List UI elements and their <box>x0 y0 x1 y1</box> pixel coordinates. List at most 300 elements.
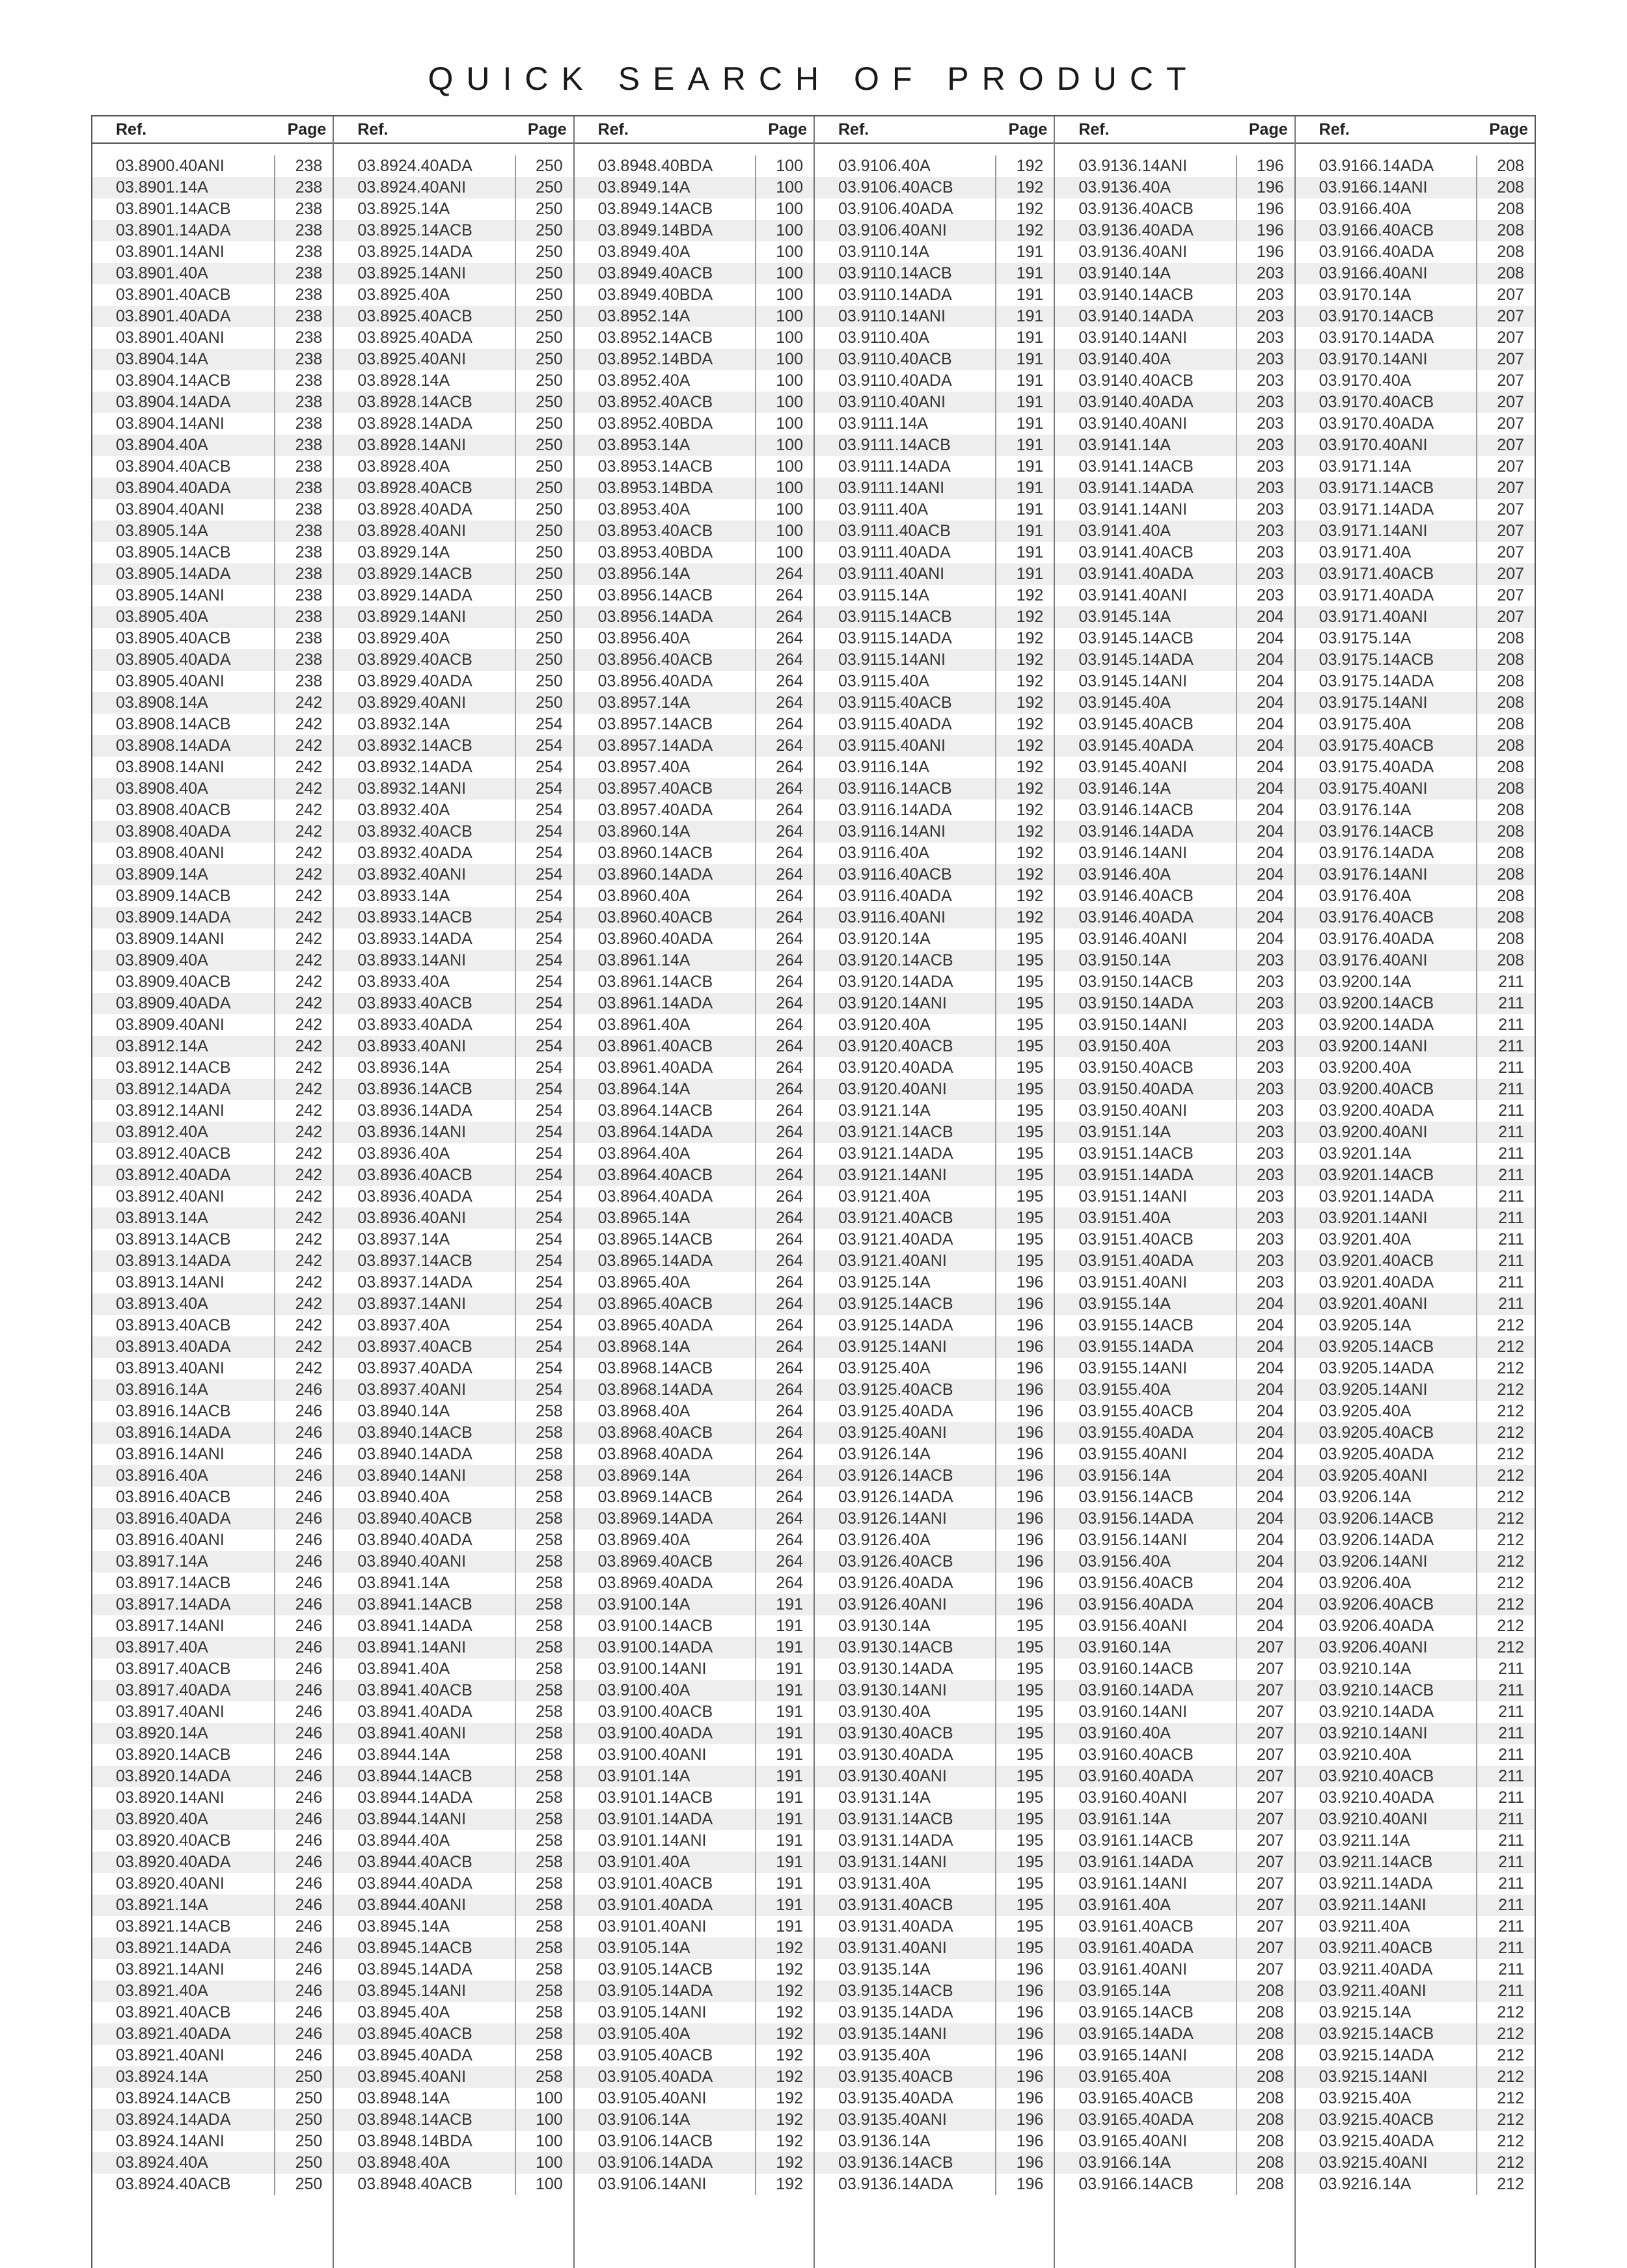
page-cell: 191 <box>995 306 1054 327</box>
table-row <box>575 757 814 778</box>
table-row <box>815 1122 1054 1143</box>
ref-cell: 03.8944.40A <box>357 1831 450 1850</box>
page-cell: 191 <box>995 520 1054 542</box>
ref-cell: 03.9160.14ANI <box>1078 1703 1188 1721</box>
table-row <box>575 2088 814 2109</box>
page-cell: 192 <box>755 1937 814 1959</box>
page-cell: 238 <box>274 370 333 392</box>
page-cell: 250 <box>515 649 573 671</box>
page-cell: 254 <box>515 1272 573 1293</box>
ref-cell: 03.8937.40ANI <box>357 1381 467 1399</box>
ref-cell: 03.9116.14ANI <box>838 822 946 841</box>
table-row <box>575 1658 814 1680</box>
ref-cell: 03.8936.14A <box>357 1059 450 1077</box>
table-row <box>815 1701 1054 1723</box>
ref-cell: 03.8944.14ACB <box>357 1767 472 1785</box>
page-cell: 207 <box>1476 413 1535 435</box>
ref-cell: 03.8929.40ACB <box>357 651 472 669</box>
table-row <box>575 1401 814 1422</box>
table-row <box>1296 2002 1535 2023</box>
table-row <box>92 843 333 864</box>
page-cell: 254 <box>515 821 573 843</box>
table-row <box>575 1723 814 1744</box>
page-cell: 258 <box>515 1637 573 1658</box>
table-row <box>1296 1809 1535 1830</box>
table-row <box>334 1057 573 1079</box>
table-row <box>1296 1100 1535 1122</box>
table-row <box>575 499 814 520</box>
page-cell: 204 <box>1236 1530 1294 1551</box>
page-cell: 203 <box>1236 327 1294 349</box>
ref-cell: 03.9170.14ADA <box>1319 329 1434 347</box>
row-list <box>92 155 333 2195</box>
ref-cell: 03.8924.40ADA <box>357 157 472 175</box>
page-cell: 195 <box>995 950 1054 971</box>
ref-cell: 03.8928.40A <box>357 457 450 476</box>
ref-cell: 03.8932.40ANI <box>357 865 467 884</box>
page-cell: 264 <box>755 1100 814 1122</box>
page-cell: 242 <box>274 1079 333 1100</box>
table-row <box>815 327 1054 349</box>
table-row <box>334 1873 573 1895</box>
table-row <box>334 1379 573 1401</box>
page-cell: 258 <box>515 1937 573 1959</box>
ref-cell: 03.9165.40A <box>1078 2068 1171 2086</box>
ref-cell: 03.9120.40ANI <box>838 1080 947 1098</box>
ref-cell: 03.8908.14ACB <box>116 715 231 733</box>
table-row <box>575 1208 814 1229</box>
ref-cell: 03.9165.14ADA <box>1078 2025 1194 2043</box>
page-cell: 238 <box>274 306 333 327</box>
page-cell: 264 <box>755 1165 814 1186</box>
table-row <box>92 349 333 370</box>
page-cell: 204 <box>1236 885 1294 907</box>
page-cell: 258 <box>515 1980 573 2002</box>
page-cell: 258 <box>515 1680 573 1701</box>
ref-cell: 03.9205.14ADA <box>1319 1359 1434 1377</box>
ref-cell: 03.9131.40ACB <box>838 1896 953 1914</box>
table-row <box>1296 520 1535 542</box>
page-cell: 196 <box>1236 241 1294 263</box>
page-cell: 191 <box>755 1766 814 1787</box>
page-cell: 204 <box>1236 1315 1294 1336</box>
table-row <box>1055 1186 1294 1208</box>
page-cell: 211 <box>1476 1057 1535 1079</box>
table-row <box>334 928 573 950</box>
page-cell: 238 <box>274 649 333 671</box>
ref-cell: 03.9125.40A <box>838 1359 931 1377</box>
page-cell: 196 <box>1236 198 1294 220</box>
page-cell: 238 <box>274 585 333 606</box>
table-row <box>334 1444 573 1465</box>
page-cell: 246 <box>274 1658 333 1680</box>
table-row <box>1055 1079 1294 1100</box>
table-row <box>92 435 333 456</box>
page-cell: 211 <box>1476 1959 1535 1980</box>
table-row <box>92 1208 333 1229</box>
page-cell: 212 <box>1476 1422 1535 1444</box>
table-row <box>1055 757 1294 778</box>
page-cell: 203 <box>1236 1143 1294 1165</box>
table-row <box>575 1530 814 1551</box>
ref-cell: 03.9156.14A <box>1078 1466 1171 1485</box>
table-row <box>575 885 814 907</box>
table-row <box>92 735 333 757</box>
page-cell: 208 <box>1236 2152 1294 2174</box>
page-cell: 211 <box>1476 1658 1535 1680</box>
table-row <box>575 1980 814 2002</box>
table-row <box>815 284 1054 306</box>
page-cell: 211 <box>1476 1272 1535 1293</box>
page-cell: 196 <box>995 1336 1054 1358</box>
page-cell: 250 <box>515 241 573 263</box>
table-row <box>92 714 333 735</box>
table-row <box>815 1250 1054 1272</box>
table-row <box>1055 1573 1294 1594</box>
ref-cell: 03.9175.14A <box>1319 629 1412 647</box>
ref-cell: 03.8969.40ADA <box>597 1574 713 1592</box>
page-header: Page <box>287 120 327 139</box>
ref-cell: 03.8901.40ACB <box>116 286 231 304</box>
page-cell: 196 <box>995 1358 1054 1379</box>
ref-cell: 03.8932.14ACB <box>357 736 472 755</box>
table-row <box>334 714 573 735</box>
ref-cell: 03.8941.14A <box>357 1574 450 1592</box>
ref-cell: 03.9115.40ACB <box>838 694 952 712</box>
table-row <box>92 2131 333 2152</box>
page-cell: 203 <box>1236 306 1294 327</box>
ref-cell: 03.8944.14ADA <box>357 1789 472 1807</box>
page-cell: 208 <box>1476 757 1535 778</box>
table-row <box>575 220 814 241</box>
ref-cell: 03.9120.14A <box>838 930 931 948</box>
page-cell: 264 <box>755 1250 814 1272</box>
ref-cell: 03.9101.40ADA <box>597 1896 713 1914</box>
ref-cell: 03.8968.14ACB <box>597 1359 713 1377</box>
ref-cell: 03.8928.14ANI <box>357 436 467 454</box>
table-row <box>815 1916 1054 1937</box>
ref-cell: 03.9155.40ADA <box>1078 1424 1194 1442</box>
table-row <box>1296 2066 1535 2088</box>
ref-cell: 03.9155.40ANI <box>1078 1445 1188 1463</box>
table-row <box>92 1594 333 1615</box>
table-row <box>334 1852 573 1873</box>
ref-cell: 03.8916.14ACB <box>116 1402 231 1420</box>
page-cell: 264 <box>755 1401 814 1422</box>
page-cell: 264 <box>755 1573 814 1594</box>
ref-cell: 03.9106.40ACB <box>838 178 953 196</box>
ref-cell: 03.9110.40ANI <box>838 393 946 411</box>
page-cell: 211 <box>1476 1744 1535 1766</box>
ref-cell: 03.8913.14ANI <box>116 1273 225 1291</box>
table-row <box>92 1873 333 1895</box>
page-cell: 212 <box>1476 1615 1535 1637</box>
ref-cell: 03.9110.14ANI <box>838 307 946 325</box>
page-cell: 208 <box>1476 628 1535 649</box>
ref-cell: 03.9105.14A <box>597 1939 690 1957</box>
page-cell: 195 <box>995 1744 1054 1766</box>
table-row <box>575 1272 814 1293</box>
table-row <box>815 2045 1054 2066</box>
table-row <box>92 950 333 971</box>
page-cell: 258 <box>515 2002 573 2023</box>
page-cell: 191 <box>755 1809 814 1830</box>
ref-cell: 03.9160.14ADA <box>1078 1681 1194 1699</box>
page-cell: 250 <box>515 456 573 478</box>
ref-cell: 03.8925.40A <box>357 286 450 304</box>
page-cell: 246 <box>274 1530 333 1551</box>
table-row <box>815 1293 1054 1315</box>
page-cell: 208 <box>1476 714 1535 735</box>
ref-cell: 03.9126.14ANI <box>838 1509 947 1528</box>
ref-cell: 03.9215.40A <box>1319 2089 1412 2107</box>
page-cell: 211 <box>1476 1165 1535 1186</box>
page-cell: 207 <box>1476 435 1535 456</box>
table-row <box>334 671 573 692</box>
table-row <box>1055 370 1294 392</box>
table-row <box>92 1508 333 1530</box>
table-row <box>92 993 333 1014</box>
page-cell: 212 <box>1476 2045 1535 2066</box>
table-row <box>92 2002 333 2023</box>
table-row <box>334 1744 573 1766</box>
table-row <box>1055 1358 1294 1379</box>
ref-cell: 03.8908.40ACB <box>116 801 231 819</box>
page-cell: 238 <box>274 392 333 413</box>
ref-cell: 03.9120.40ADA <box>838 1059 953 1077</box>
page-cell: 191 <box>995 263 1054 284</box>
page-cell: 203 <box>1236 1272 1294 1293</box>
page-header: Page <box>1489 120 1528 139</box>
ref-cell: 03.8936.14ANI <box>357 1123 467 1141</box>
ref-cell: 03.9131.14ACB <box>838 1810 953 1828</box>
page-cell: 195 <box>995 1809 1054 1830</box>
ref-cell: 03.9210.14ADA <box>1319 1703 1434 1721</box>
page-cell: 264 <box>755 1143 814 1165</box>
table-row <box>815 349 1054 370</box>
ref-cell: 03.8936.14ACB <box>357 1080 472 1098</box>
ref-cell: 03.8909.14A <box>116 865 208 884</box>
page-cell: 207 <box>1476 327 1535 349</box>
page-cell: 195 <box>995 1852 1054 1873</box>
ref-cell: 03.9121.40ANI <box>838 1252 947 1270</box>
page-cell: 242 <box>274 1122 333 1143</box>
ref-cell: 03.9136.14ADA <box>838 2175 953 2193</box>
ref-cell: 03.9101.14ADA <box>597 1810 713 1828</box>
ref-cell: 03.8929.14ADA <box>357 586 472 604</box>
table-row <box>575 563 814 585</box>
page-cell: 208 <box>1476 843 1535 864</box>
row-list <box>334 155 573 2195</box>
ref-cell: 03.8932.40ACB <box>357 822 472 841</box>
page-cell: 192 <box>995 757 1054 778</box>
ref-cell: 03.8913.40A <box>116 1295 208 1313</box>
table-row <box>815 1229 1054 1250</box>
page-cell: 250 <box>515 692 573 714</box>
page-cell: 211 <box>1476 1143 1535 1165</box>
table-row <box>1296 843 1535 864</box>
page-cell: 211 <box>1476 1229 1535 1250</box>
page-cell: 196 <box>995 1980 1054 2002</box>
page-cell: 195 <box>995 1615 1054 1637</box>
table-row <box>92 1315 333 1336</box>
table-row <box>575 1465 814 1487</box>
table-row <box>1055 1895 1294 1916</box>
table-row <box>575 370 814 392</box>
table-row <box>1055 606 1294 628</box>
page-header: Page <box>1248 120 1288 139</box>
page-cell: 254 <box>515 1250 573 1272</box>
ref-cell: 03.9200.40ANI <box>1319 1123 1428 1141</box>
page-cell: 254 <box>515 1336 573 1358</box>
ref-cell: 03.9131.40ANI <box>838 1939 947 1957</box>
page-cell: 254 <box>515 971 573 993</box>
page-cell: 254 <box>515 1014 573 1036</box>
ref-cell: 03.9170.40ANI <box>1319 436 1428 454</box>
page-cell: 264 <box>755 1014 814 1036</box>
ref-cell: 03.9151.14ACB <box>1078 1144 1194 1163</box>
table-row <box>1055 413 1294 435</box>
ref-cell: 03.9105.40ADA <box>597 2068 713 2086</box>
ref-cell: 03.9165.14ANI <box>1078 2046 1188 2064</box>
table-row <box>815 370 1054 392</box>
page-cell: 242 <box>274 864 333 885</box>
page-cell: 204 <box>1236 606 1294 628</box>
ref-cell: 03.8908.40ANI <box>116 844 225 862</box>
table-row <box>575 1186 814 1208</box>
table-row <box>334 1766 573 1787</box>
table-row <box>1296 542 1535 563</box>
ref-cell: 03.8913.40ACB <box>116 1316 231 1334</box>
page-cell: 208 <box>1236 2131 1294 2152</box>
table-row <box>1055 2002 1294 2023</box>
page-cell: 191 <box>995 327 1054 349</box>
table-row <box>334 1422 573 1444</box>
page-cell: 211 <box>1476 1293 1535 1315</box>
table-row <box>1055 241 1294 263</box>
ref-cell: 03.8961.40ADA <box>597 1059 713 1077</box>
page-cell: 207 <box>1476 542 1535 563</box>
table-row <box>334 1143 573 1165</box>
page-cell: 191 <box>995 542 1054 563</box>
table-row <box>334 1186 573 1208</box>
page-cell: 100 <box>755 478 814 499</box>
table-row <box>1296 606 1535 628</box>
ref-cell: 03.8932.14ADA <box>357 758 472 776</box>
ref-cell: 03.8960.14ACB <box>597 844 713 862</box>
table-row <box>1055 885 1294 907</box>
table-row <box>815 928 1054 950</box>
page-cell: 100 <box>755 349 814 370</box>
ref-cell: 03.8933.14ADA <box>357 930 472 948</box>
table-row <box>1296 1723 1535 1744</box>
table-row <box>334 1250 573 1272</box>
ref-cell: 03.8929.40ADA <box>357 672 472 690</box>
page-cell: 211 <box>1476 1766 1535 1787</box>
ref-cell: 03.9125.40ANI <box>838 1424 947 1442</box>
page-cell: 242 <box>274 907 333 928</box>
table-row <box>815 1272 1054 1293</box>
page-cell: 203 <box>1236 413 1294 435</box>
ref-cell: 03.9210.14ANI <box>1319 1724 1428 1742</box>
ref-cell: 03.8925.14ADA <box>357 243 472 261</box>
table-row <box>92 1787 333 1809</box>
ref-cell: 03.8900.40ANI <box>116 157 225 175</box>
page-cell: 195 <box>995 971 1054 993</box>
ref-cell: 03.8901.14A <box>116 178 208 196</box>
ref-cell: 03.8937.40ADA <box>357 1359 472 1377</box>
ref-cell: 03.9215.14ACB <box>1319 2025 1434 2043</box>
table-row <box>1055 993 1294 1014</box>
row-list <box>1055 155 1294 2195</box>
table-row <box>575 1766 814 1787</box>
ref-cell: 03.9141.14ACB <box>1078 457 1194 476</box>
table-row <box>1055 821 1294 843</box>
page-cell: 191 <box>755 1723 814 1744</box>
page-cell: 195 <box>995 993 1054 1014</box>
page-cell: 208 <box>1236 1980 1294 2002</box>
table-row <box>815 1508 1054 1530</box>
page-cell: 203 <box>1236 1229 1294 1250</box>
page-cell: 203 <box>1236 1208 1294 1229</box>
table-row <box>815 1615 1054 1637</box>
ref-cell: 03.8956.40ACB <box>597 651 713 669</box>
ref-cell: 03.9125.14ADA <box>838 1316 953 1334</box>
table-row <box>815 1422 1054 1444</box>
ref-cell: 03.9156.14ACB <box>1078 1488 1194 1506</box>
page-cell: 192 <box>755 2045 814 2066</box>
page-cell: 100 <box>755 241 814 263</box>
table-row <box>92 1573 333 1594</box>
ref-cell: 03.8949.14ACB <box>597 200 713 218</box>
ref-cell: 03.8957.14ADA <box>597 736 713 755</box>
table-row <box>1296 1422 1535 1444</box>
ref-cell: 03.8965.14A <box>597 1209 690 1227</box>
table-row <box>1055 2045 1294 2066</box>
table-row <box>92 2023 333 2045</box>
table-row <box>1296 1937 1535 1959</box>
table-row <box>1296 177 1535 198</box>
page-cell: 238 <box>274 456 333 478</box>
ref-cell: 03.9130.40ACB <box>838 1724 953 1742</box>
table-row <box>92 1830 333 1852</box>
ref-cell: 03.8916.40ADA <box>116 1509 231 1528</box>
table-row <box>1055 864 1294 885</box>
ref-cell: 03.9215.14A <box>1319 2003 1412 2021</box>
ref-cell: 03.8901.40A <box>116 264 208 282</box>
table-row <box>92 1229 333 1250</box>
table-row <box>575 671 814 692</box>
page-cell: 258 <box>515 1723 573 1744</box>
ref-cell: 03.8953.40BDA <box>597 543 713 561</box>
page-cell: 195 <box>995 1250 1054 1272</box>
page-cell: 204 <box>1236 843 1294 864</box>
ref-cell: 03.8912.14ADA <box>116 1080 231 1098</box>
table-row <box>575 1551 814 1573</box>
ref-cell: 03.8944.40ANI <box>357 1896 467 1914</box>
ref-cell: 03.9170.14ANI <box>1319 350 1428 368</box>
ref-cell: 03.8908.14A <box>116 694 208 712</box>
page-cell: 212 <box>1476 2002 1535 2023</box>
row-list <box>815 155 1054 2195</box>
table-row <box>92 1036 333 1057</box>
table-row <box>92 1272 333 1293</box>
table-row <box>575 1895 814 1916</box>
ref-cell: 03.8948.14A <box>357 2089 450 2107</box>
page-cell: 250 <box>515 392 573 413</box>
ref-cell: 03.8932.40ADA <box>357 844 472 862</box>
ref-cell: 03.8948.14BDA <box>357 2132 472 2150</box>
